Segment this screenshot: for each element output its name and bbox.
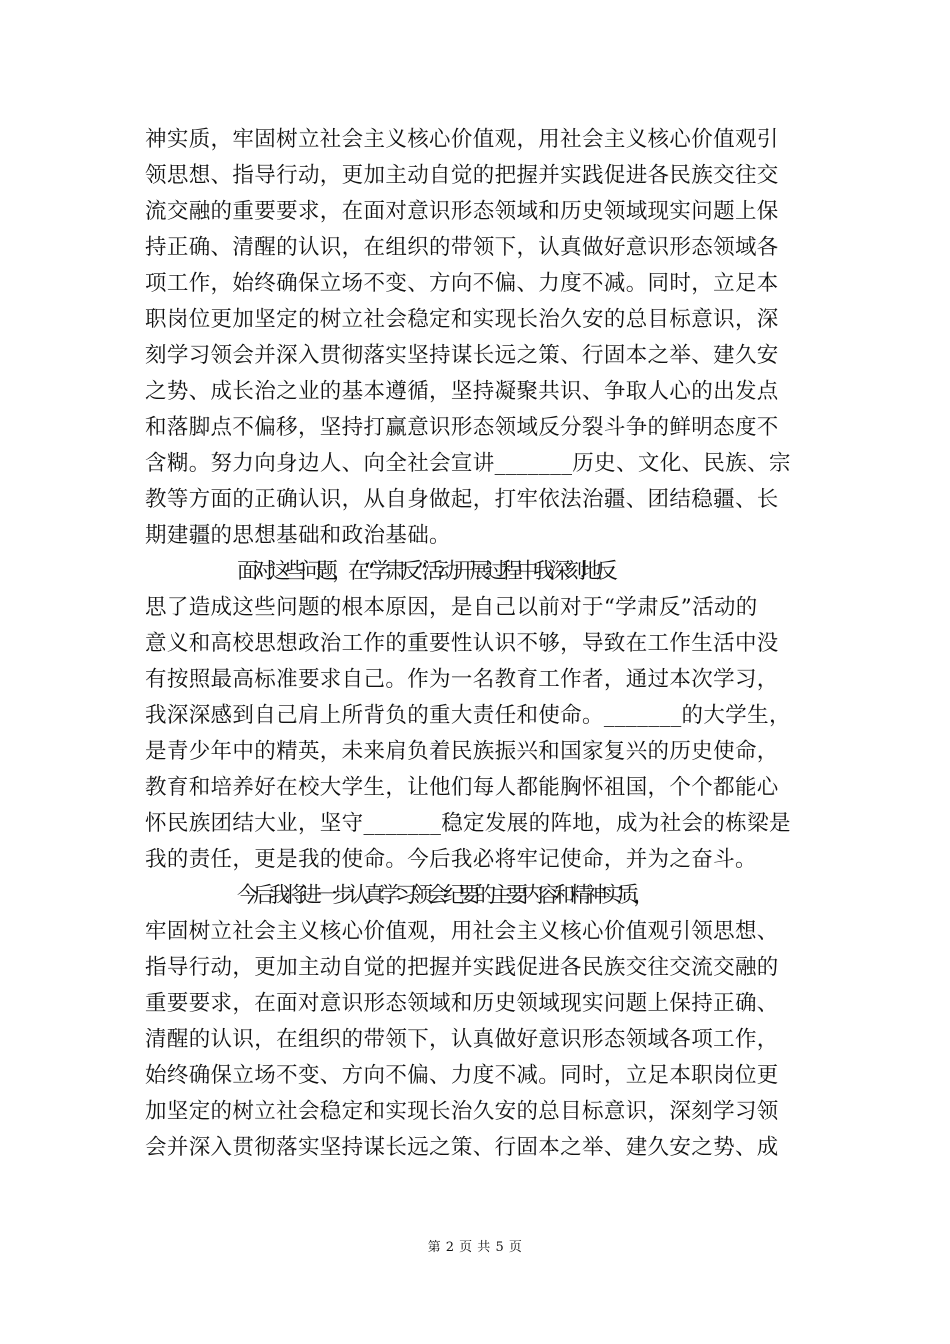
text-line: 教育和培养好在校大学生，让他们每人都能胸怀祖国，个个都能心 [145,775,779,800]
text-line: 神实质，牢固树立社会主义核心价值观，用社会主义核心价值观引 [145,127,779,152]
text-line: 重要要求，在面对意识形态领域和历史领域现实问题上保持正确、 [145,991,779,1016]
text-line: 意义和高校思想政治工作的重要性认识不够，导致在工作生活中没 [145,631,779,656]
text-line: 清醒的认识，在组织的带领下，认真做好意识形态领域各项工作， [145,1027,779,1052]
text-line: 今后我将进一步认真学习领会纪要的主要内容和精神实质， [237,883,650,908]
text-line: 流交融的重要要求，在面对意识形态领域和历史领域现实问题上保 [145,199,779,224]
text-line: 会并深入贯彻落实坚持谋长远之策、行固本之举、建久安之势、成 [145,1135,779,1160]
text-line: 含糊。努力向身边人、向全社会宣讲_______历史、文化、民族、宗 [145,451,791,476]
text-line: 怀民族团结大业，坚守_______稳定发展的阵地，成为社会的栋梁是 [145,811,791,836]
text-line: 之势、成长治之业的基本遵循，坚持凝聚共识、争取人心的出发点 [145,379,779,404]
text-line: 我的责任，更是我的使命。今后我必将牢记使命，并为之奋斗。 [145,847,757,872]
paragraph-3 [145,878,810,1166]
text-line: 教等方面的正确认识，从自身做起，打牢依法治疆、团结稳疆、长 [145,487,779,512]
text-line: 刻学习领会并深入贯彻落实坚持谋长远之策、行固本之举、建久安 [145,343,779,368]
text-line: 项工作，始终确保立场不变、方向不偏、力度不减。同时，立足本 [145,271,779,296]
text-line: 指导行动，更加主动自觉的把握并实践促进各民族交往交流交融的 [145,955,779,980]
text-line: 职岗位更加坚定的树立社会稳定和实现长治久安的总目标意识，深 [145,307,779,332]
text-line: 我深深感到自己肩上所背负的重大责任和使命。_______的大学生， [145,703,791,728]
text-line: 是青少年中的精英，未来肩负着民族振兴和国家复兴的历史使命， [145,739,779,764]
text-line: 面对这些问题，在“学肃反”活动开展过程中我深刻地反 [237,559,613,584]
page-number-footer: 第 2 页 共 5 页 [427,1240,523,1255]
paragraph-1 [145,122,810,554]
text-line: 有按照最高标准要求自己。作为一名教育工作者，通过本次学习， [145,667,779,692]
text-line: 思了造成这些问题的根本原因，是自己以前对于“学肃反”活动的 [145,595,758,620]
text-line: 期建疆的思想基础和政治基础。 [145,523,451,548]
paragraph-2 [145,554,810,878]
text-line: 加坚定的树立社会稳定和实现长治久安的总目标意识，深刻学习领 [145,1099,779,1124]
text-line: 和落脚点不偏移，坚持打赢意识形态领域反分裂斗争的鲜明态度不 [145,415,779,440]
text-line: 牢固树立社会主义核心价值观，用社会主义核心价值观引领思想、 [145,919,779,944]
text-line: 始终确保立场不变、方向不偏、力度不减。同时，立足本职岗位更 [145,1063,779,1088]
text-line: 领思想、指导行动，更加主动自觉的把握并实践促进各民族交往交 [145,163,779,188]
document-body [145,122,810,1166]
text-line: 持正确、清醒的认识，在组织的带领下，认真做好意识形态领域各 [145,235,779,260]
